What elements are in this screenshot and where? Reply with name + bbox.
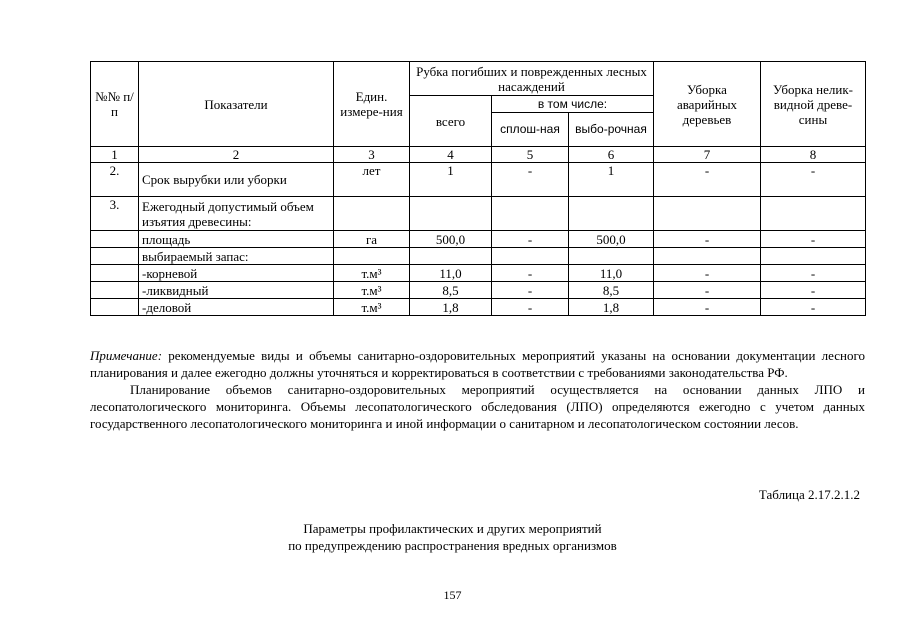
row-emergency: - xyxy=(654,282,761,299)
row-emergency: - xyxy=(654,231,761,248)
row-emergency: - xyxy=(654,163,761,197)
column-number: 5 xyxy=(492,147,569,163)
row-illiquid: - xyxy=(761,231,866,248)
header-indicators: Показатели xyxy=(139,62,334,147)
row-name: -деловой xyxy=(139,299,334,316)
row-total: 500,0 xyxy=(410,231,492,248)
row-num: 2. xyxy=(91,163,139,197)
table-row xyxy=(91,248,866,265)
row-selective xyxy=(569,248,654,265)
column-number: 3 xyxy=(334,147,410,163)
row-name: Ежегодный допустимый объем изъятия древесины: xyxy=(139,197,334,231)
row-unit xyxy=(334,197,410,231)
row-total: 1 xyxy=(410,163,492,197)
row-illiquid: - xyxy=(761,299,866,316)
table-row xyxy=(91,231,866,248)
row-selective: 1,8 xyxy=(569,299,654,316)
row-emergency: - xyxy=(654,299,761,316)
column-number: 6 xyxy=(569,147,654,163)
header-selective: выбо-рочная xyxy=(569,113,654,147)
row-unit: т.м³ xyxy=(334,299,410,316)
header-total: всего xyxy=(410,96,492,147)
row-selective: 500,0 xyxy=(569,231,654,248)
caption-line: по предупреждению распространения вредных организмов xyxy=(288,538,617,553)
row-selective: 11,0 xyxy=(569,265,654,282)
column-number: 8 xyxy=(761,147,866,163)
row-illiquid: - xyxy=(761,265,866,282)
header-illiquid: Уборка нелик-видной древе-сины xyxy=(761,62,866,147)
column-number: 4 xyxy=(410,147,492,163)
column-number: 2 xyxy=(139,147,334,163)
table-header-row xyxy=(91,62,866,96)
note-block xyxy=(90,347,865,432)
row-emergency xyxy=(654,197,761,231)
row-clear: - xyxy=(492,282,569,299)
row-emergency xyxy=(654,248,761,265)
column-numbers-row xyxy=(91,147,866,163)
row-unit: т.м³ xyxy=(334,282,410,299)
row-illiquid xyxy=(761,197,866,231)
row-num xyxy=(91,231,139,248)
row-total xyxy=(410,248,492,265)
page-number: 157 xyxy=(443,588,462,602)
row-illiquid: - xyxy=(761,282,866,299)
header-emergency: Уборка аварийных деревьев xyxy=(654,62,761,147)
row-clear: - xyxy=(492,231,569,248)
caption-line: Параметры профилактических и других мероприятий xyxy=(303,521,602,536)
row-num xyxy=(91,248,139,265)
forest-measures-table xyxy=(90,61,866,316)
row-name: -ликвидный xyxy=(139,282,334,299)
row-clear xyxy=(492,197,569,231)
header-num: №№ п/п xyxy=(91,62,139,147)
row-num: 3. xyxy=(91,197,139,231)
header-unit: Един. измере-ния xyxy=(334,62,410,147)
table-row xyxy=(91,197,866,231)
row-emergency: - xyxy=(654,265,761,282)
row-clear xyxy=(492,248,569,265)
row-unit: т.м³ xyxy=(334,265,410,282)
row-name: -корневой xyxy=(139,265,334,282)
table-row xyxy=(91,282,866,299)
row-selective xyxy=(569,197,654,231)
row-illiquid: - xyxy=(761,163,866,197)
note-label: Примечание: xyxy=(90,348,163,363)
row-selective: 8,5 xyxy=(569,282,654,299)
row-unit: га xyxy=(334,231,410,248)
row-unit xyxy=(334,248,410,265)
row-total xyxy=(410,197,492,231)
table-row xyxy=(91,163,866,197)
row-name: Срок вырубки или уборки xyxy=(139,163,334,197)
row-selective: 1 xyxy=(569,163,654,197)
row-num xyxy=(91,299,139,316)
table-number: Таблица 2.17.2.1.2 xyxy=(758,487,860,502)
header-clear: сплош-ная xyxy=(492,113,569,147)
row-name: площадь xyxy=(139,231,334,248)
row-total: 8,5 xyxy=(410,282,492,299)
header-felling-group: Рубка погибших и поврежденных лесных насаждений xyxy=(410,62,654,96)
row-clear: - xyxy=(492,163,569,197)
header-including: в том числе: xyxy=(492,96,654,113)
note-text: рекомендуемые виды и объемы санитарно-оздоровительных мероприятий указаны на основании документации лесного планирования и далее ежегодно должны уточняться и корректироваться в соответствии с требованиями законодательства РФ. xyxy=(90,348,865,380)
row-num xyxy=(91,265,139,282)
table-row xyxy=(91,299,866,316)
row-num xyxy=(91,282,139,299)
column-number: 1 xyxy=(91,147,139,163)
table-caption xyxy=(0,520,905,554)
row-total: 11,0 xyxy=(410,265,492,282)
body-paragraph: Планирование объемов санитарно-оздоровительных мероприятий осуществляется на основании данных ЛПО и лесопатологического мониторинга. Объемы лесопатологического обследования (ЛПО) определяются ежегодно с учетом данных государственного лесопатологического мониторинга и иной информации о санитарном и лесопатологическом состоянии лесов. xyxy=(90,382,865,431)
row-illiquid xyxy=(761,248,866,265)
row-clear: - xyxy=(492,299,569,316)
table-row xyxy=(91,265,866,282)
note-paragraph xyxy=(90,347,865,381)
column-number: 7 xyxy=(654,147,761,163)
row-unit: лет xyxy=(334,163,410,197)
row-total: 1,8 xyxy=(410,299,492,316)
row-name: выбираемый запас: xyxy=(139,248,334,265)
row-clear: - xyxy=(492,265,569,282)
